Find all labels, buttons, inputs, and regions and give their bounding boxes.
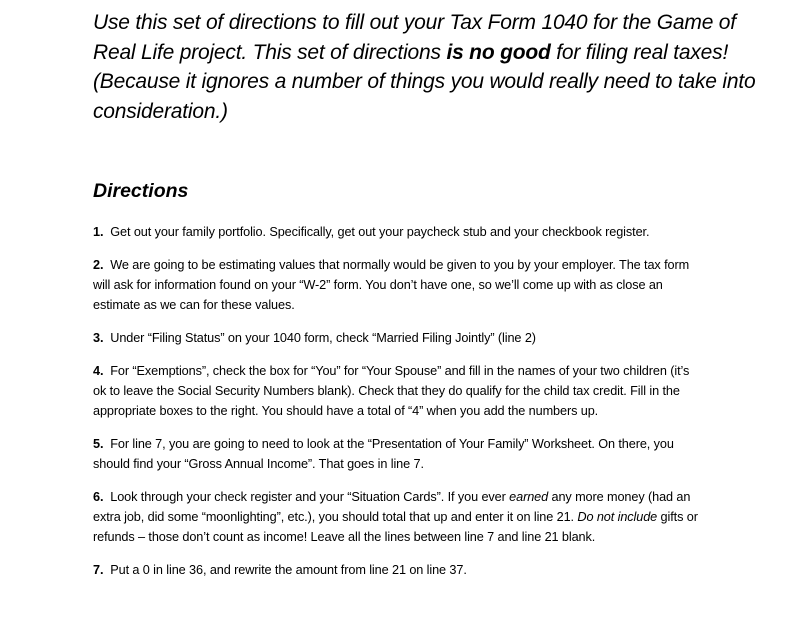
step-number: 7. (93, 563, 104, 577)
directions-list (93, 222, 705, 593)
step-number: 5. (93, 437, 104, 451)
step-text: Get out your family portfolio. Specifically, get out your paycheck stub and your checkbook register. (110, 225, 650, 239)
direction-step-4 (93, 361, 705, 421)
step-text: For line 7, you are going to need to look at the “Presentation of Your Family” Worksheet. On there, you should find your “Gross Annual Income”. That goes in line 7. (93, 437, 674, 471)
direction-step-2 (93, 255, 705, 315)
step-text-part3: gifts or refunds – those don’t count as income! Leave all the lines between line 7 and line 21 blank. (93, 510, 698, 544)
step-number: 6. (93, 490, 104, 504)
intro-text-part1: Use this set of directions to fill out your Tax Form 1040 for the Game of Real Life project. This set of directions (93, 11, 736, 64)
step-text: Put a 0 in line 36, and rewrite the amount from line 21 on line 37. (110, 563, 467, 577)
step-number: 3. (93, 331, 104, 345)
step-number: 2. (93, 258, 104, 272)
step-number: 4. (93, 364, 104, 378)
direction-step-3 (93, 328, 705, 348)
step-text-part1: Look through your check register and your “Situation Cards”. If you ever (110, 490, 510, 504)
direction-step-5 (93, 434, 705, 474)
step-text-part2: any more money (had an extra job, did some “moonlighting”, etc.), you should total that up and enter it on line 21. (93, 490, 691, 524)
intro-paragraph (93, 8, 773, 126)
step-text: We are going to be estimating values that normally would be given to you by your employer. The tax form will ask for information found on your “W-2” form. You don’t have one, so we’ll come up with as close an estimate as we can for these values. (93, 258, 690, 312)
direction-step-1 (93, 222, 705, 242)
step-text-italic-earned: earned (509, 490, 549, 504)
step-number: 1. (93, 225, 104, 239)
direction-step-7 (93, 560, 705, 580)
directions-heading: Directions (93, 180, 189, 202)
intro-emphasis: is no good (446, 40, 551, 64)
direction-step-6 (93, 487, 705, 547)
intro-text-part2: for filing real taxes! (Because it ignores a number of things you would really need to take into consideration.) (93, 40, 756, 123)
step-text: Under “Filing Status” on your 1040 form, check “Married Filing Jointly” (line 2) (110, 331, 536, 345)
step-text-italic-do-not-include: Do not include (577, 510, 658, 524)
step-text: For “Exemptions”, check the box for “You” for “Your Spouse” and fill in the names of your two children (it’s ok to leave the Social Security Numbers blank). Check that they do qualify for the child tax credit. Fill in the appropriate boxes to the right. You should have a total of “4” when you add the numbers up. (93, 364, 690, 418)
